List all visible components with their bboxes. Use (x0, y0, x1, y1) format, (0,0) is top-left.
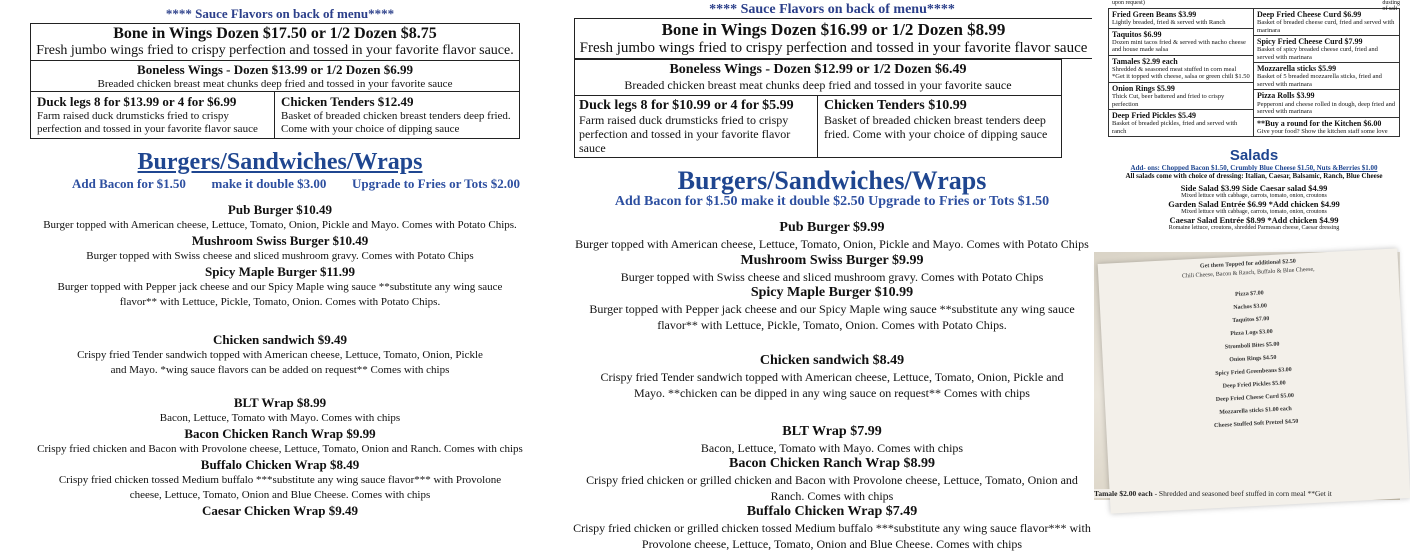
item-desc: Burger topped with Pepper jack cheese and our Spicy Maple wing sauce **substitute any wing sauce flavor** with Lettuce, Pickle, Tomato, Onion. Comes with Potato Chips. (589, 301, 1075, 332)
boneless-wings-box (574, 59, 1062, 96)
app-desc: Thick Cut, beer battered and fried to crispy perfection (1112, 93, 1225, 108)
app-desc: Dozen mini tacos fried & served with nacho cheese and house made salsa (1112, 38, 1246, 54)
app-title: Deep Fried Pickles $5.49 (1112, 111, 1196, 121)
salad-list (1108, 183, 1400, 231)
photo-line: Taquitos $7.00 (1232, 316, 1270, 325)
app-item (1109, 9, 1253, 29)
bone-in-wings-desc: Fresh jumbo wings fried to crispy perfection and tossed in your favorite flavor sauce. (36, 43, 514, 58)
salad-title: Caesar Salad Entrée $8.99 *Add chicken $4.99 (1169, 215, 1339, 226)
boneless-wings-title: Boneless Wings - Dozen $13.99 or 1/2 Dozen $6.99 (137, 62, 413, 77)
chicken-tenders-title: Chicken Tenders $10.99 (824, 98, 967, 113)
photo-line: Stromboli Bites $5.00 (1224, 341, 1280, 351)
app-title: Fried Green Beans $3.99 (1112, 10, 1197, 19)
sauce-note: **** Sauce Flavors on back of menu**** (165, 6, 395, 21)
salads-dressing: All salads come with choice of dressing: Italian, Caesar, Balsamic, Ranch, Blue Cheese (1125, 172, 1383, 181)
photo-line: Cheese Stuffed Soft Pretzel $4.50 (1213, 418, 1299, 430)
app-item (1254, 90, 1399, 117)
item-title: Mushroom Swiss Burger $9.99 (740, 252, 924, 268)
app-desc: Shredded & seasoned meat stuffed in corn meal *Get it topped with cheese, salsa or green chili $1.50 (1112, 65, 1250, 81)
photo-line: Deep Fried Cheese Curd $5.00 (1215, 392, 1295, 404)
app-title: Tamales $2.99 each (1112, 56, 1178, 66)
item-desc: Burger topped with Swiss cheese and sliced mushroom gravy. Comes with Potato Chips (620, 269, 1044, 284)
duck-legs-cell (31, 92, 275, 138)
item-title: BLT Wrap $7.99 (782, 423, 882, 439)
duck-legs-cell (575, 96, 818, 157)
app-item (1109, 29, 1253, 56)
chicken-tenders-title: Chicken Tenders $12.49 (281, 94, 414, 109)
duck-legs-desc: Farm raised duck drumsticks fried to crispy perfection and tossed in your favorite flavor sauce (579, 113, 791, 155)
boneless-wings-title: Boneless Wings - Dozen $12.99 or 1/2 Dozen $6.49 (669, 62, 967, 77)
app-desc: Basket of spicy breaded cheese curd, fried and served with marinara (1257, 46, 1378, 61)
section-title-burgers: Burgers/Sandwiches/Wraps (137, 149, 423, 176)
item-desc: Crispy fried Tender sandwich topped with American cheese, Lettuce, Tomato, Onion, Pickle and Mayo. *wing sauce flavors can be added on request** Comes with chips (77, 348, 483, 376)
salad-desc: Mixed lettuce with cabbage, carrots, tomato, onion, croutons (1181, 209, 1327, 216)
menu-photo (1094, 252, 1400, 500)
chicken-tenders-desc: Basket of breaded chicken breast tenders deep fried. Come with your choice of dipping sauce (824, 113, 1048, 141)
boneless-wings-box (30, 61, 520, 92)
item-title: Bacon Chicken Ranch Wrap $8.99 (728, 455, 935, 471)
app-title: Taquitos $6.99 (1112, 29, 1162, 39)
item-title: Bacon Chicken Ranch Wrap $9.99 (184, 426, 376, 442)
item-title: Spicy Maple Burger $10.99 (750, 284, 914, 300)
item-title: Spicy Maple Burger $11.99 (205, 264, 355, 280)
bone-in-wings-title: Bone in Wings Dozen $16.99 or 1/2 Dozen $8.99 (661, 20, 1006, 39)
salad-desc: Mixed lettuce with cabbage, carrots, tomato, onion, croutons (1181, 193, 1327, 200)
addon-upgrade: Upgrade to Fries or Tots $2.00 (351, 176, 520, 192)
section-title-burgers: Burgers/Sandwiches/Wraps (677, 166, 987, 196)
app-item (1109, 56, 1253, 83)
photo-line: Spicy Fried Greenbeans $3.00 (1215, 367, 1292, 378)
app-title: Pizza Rolls $3.99 (1257, 91, 1315, 101)
app-item (1254, 36, 1399, 63)
app-title: **Buy a round for the Kitchen $6.00 (1257, 118, 1382, 128)
app-item (1254, 118, 1399, 137)
duck-legs-title: Duck legs 8 for $10.99 or 4 for $5.99 (579, 98, 794, 113)
salad-title: Side Salad $3.99 Side Caesar salad $4.99 (1180, 183, 1328, 194)
addon-double: make it double $3.00 (211, 176, 327, 192)
item-desc: Crispy fried chicken and Bacon with Provolone cheese, Lettuce, Tomato, Onion and Ranch. Comes with chips (37, 443, 523, 456)
photo-line: Pizza $7.00 (1234, 290, 1264, 298)
bone-in-wings-box (574, 18, 1092, 59)
burger-list (20, 202, 540, 518)
item-title: Mushroom Swiss Burger $10.49 (191, 233, 369, 249)
app-item (1109, 83, 1253, 110)
item-desc: Burger topped with Swiss cheese and sliced mushroom gravy. Comes with Potato Chips (86, 250, 474, 263)
burger-list (572, 220, 1092, 552)
photo-text (1098, 248, 1407, 436)
app-title: Spicy Fried Cheese Curd $7.99 (1257, 37, 1363, 47)
item-title: Buffalo Chicken Wrap $7.49 (746, 504, 918, 520)
app-desc: Basket of breaded pickles, fried and served with ranch (1112, 120, 1238, 135)
top-notes (1108, 0, 1400, 12)
duck-tenders-box (30, 92, 520, 139)
addon-bacon: Add Bacon for $1.50 (72, 176, 186, 192)
item-desc: Bacon, Lettuce, Tomato with Mayo. Comes with chips (700, 440, 964, 455)
photo-footer-title: Tamale $2.00 each (1094, 489, 1153, 498)
salad-desc: Romaine lettuce, croutons, shredded Parmesan cheese, Caesar dressing (1168, 225, 1340, 232)
item-desc: Burger topped with American cheese, Lettuce, Tomato, Onion, Pickle and Mayo. Comes with Potato Chips (575, 237, 1089, 252)
photo-line: Deep Fried Pickles $5.00 (1222, 380, 1286, 390)
app-title: Deep Fried Cheese Curd $6.99 (1257, 10, 1362, 19)
photo-line: Get them Topped for additional $2.50 (1199, 258, 1296, 270)
photo-line: Onion Rings $4.50 (1229, 354, 1277, 364)
item-title: Pub Burger $10.49 (227, 202, 333, 218)
chicken-tenders-cell (275, 92, 519, 138)
app-item (1109, 110, 1253, 136)
app-item (1254, 9, 1399, 36)
photo-footer (1094, 489, 1400, 498)
item-desc: Bacon, Lettuce, Tomato with Mayo. Comes with chips (159, 412, 401, 425)
top-right-note: dusting of salt (1382, 0, 1400, 12)
sauce-note: **** Sauce Flavors on back of menu**** (709, 2, 955, 17)
chicken-tenders-desc: Basket of breaded chicken breast tenders deep fried. Come with your choice of dipping sauce (281, 110, 511, 136)
appetizers-left (1109, 9, 1254, 136)
item-desc: Crispy fried chicken or grilled chicken and Bacon with Provolone cheese, Lettuce, Tomato, Onion and Ranch. Comes with chips (586, 472, 1078, 503)
app-title: Mozzarella sticks $5.99 (1257, 64, 1337, 74)
item-desc: Crispy fried Tender sandwich topped with American cheese, Lettuce, Tomato, Onion, Pickle and Mayo. **chicken can be dipped in any wing sauce on request** Comes with chips (600, 370, 1064, 401)
appetizers-table (1108, 8, 1400, 137)
photo-line: Nachos $3.00 (1233, 303, 1268, 311)
duck-legs-title: Duck legs 8 for $13.99 or 4 for $6.99 (37, 94, 237, 109)
boneless-wings-desc: Breaded chicken breast meat chunks deep fried and tossed in your favorite sauce (97, 78, 453, 90)
top-left-note: upon request) (1112, 0, 1145, 6)
app-title: Onion Rings $5.99 (1112, 83, 1175, 93)
app-desc: Basket of 5 breaded mozzarella sticks, fried and served with marinara (1257, 73, 1382, 88)
bone-in-wings-desc: Fresh jumbo wings fried to crispy perfection and tossed in your favorite flavor sauce (579, 40, 1088, 56)
item-title: BLT Wrap $8.99 (233, 395, 327, 411)
item-title: Chicken sandwich $8.49 (759, 353, 905, 369)
photo-line: Pizza Logs $3.00 (1230, 328, 1273, 338)
app-desc: Lightly breaded, fried & served with Ranch (1112, 19, 1226, 27)
menu-panel-left (0, 0, 560, 518)
salads-title: Salads (1229, 147, 1279, 165)
item-desc: Burger topped with Pepper jack cheese and our Spicy Maple wing sauce **substitute any wing sauce flavor** with Lettuce, Pickle, Tomato, Onion. Comes with Potato Chips. (57, 281, 503, 308)
addons-row: Add Bacon for $1.50 make it double $2.50 Upgrade to Fries or Tots $1.50 (614, 194, 1050, 210)
menu-panel-middle (572, 0, 1092, 552)
duck-tenders-box (574, 96, 1062, 158)
app-desc: Pepperoni and cheese rolled in dough, deep fried and served with marinara (1257, 100, 1396, 116)
salads-addons: Add- ons: Chopped Bacon $1.50, Crumbly Blue Cheese $1.50, Nuts &Berries $1.00 (1130, 164, 1378, 173)
app-desc: Basket of breaded cheese curd, fried and served with marinara (1257, 19, 1395, 34)
photo-paper (1098, 248, 1410, 513)
photo-footer-text: - Shredded and seasoned beef stuffed in corn meal **Get it (1154, 489, 1332, 498)
boneless-wings-desc: Breaded chicken breast meat chunks deep fried and tossed in your favorite sauce (624, 78, 1012, 92)
bone-in-wings-title: Bone in Wings Dozen $17.50 or 1/2 Dozen $8.75 (113, 25, 437, 42)
salad-title: Garden Salad Entrée $6.99 *Add chicken $4.99 (1168, 199, 1340, 210)
app-item (1254, 63, 1399, 90)
bone-in-wings-box (30, 23, 520, 61)
item-title: Caesar Chicken Wrap $9.49 (201, 502, 358, 518)
addons-row (72, 176, 520, 192)
appetizers-right (1254, 9, 1399, 136)
item-title: Buffalo Chicken Wrap $8.49 (200, 457, 360, 473)
item-desc: Crispy fried chicken tossed Medium buffalo ***substitute any wing sauce flavor*** with Provolone cheese, Lettuce, Tomato, Onion and Blue Cheese. Comes with chips (58, 474, 502, 501)
app-desc: Give your food? Show the kitchen staff some love (1257, 127, 1388, 135)
item-title: Pub Burger $9.99 (779, 220, 885, 236)
item-desc: Burger topped with American cheese, Lettuce, Tomato, Onion, Pickle and Mayo. Comes with Potato Chips. (43, 219, 517, 232)
item-title: Chicken sandwich $9.49 (213, 331, 347, 347)
photo-line: Mozzarella sticks $1.00 each (1219, 406, 1292, 416)
photo-line: Chili Cheese, Bacon & Ranch, Buffalo & Blue Cheese, (1181, 266, 1315, 280)
chicken-tenders-cell (818, 96, 1061, 157)
duck-legs-desc: Farm raised duck drumsticks fried to crispy perfection and tossed in your favorite flavor sauce (37, 110, 258, 136)
item-desc: Crispy fried chicken or grilled chicken tossed Medium buffalo ***substitute any wing sauce flavor*** with Provolone cheese, Lettuce, Tomato, Onion and Blue Cheese. Comes with chips (573, 521, 1091, 552)
